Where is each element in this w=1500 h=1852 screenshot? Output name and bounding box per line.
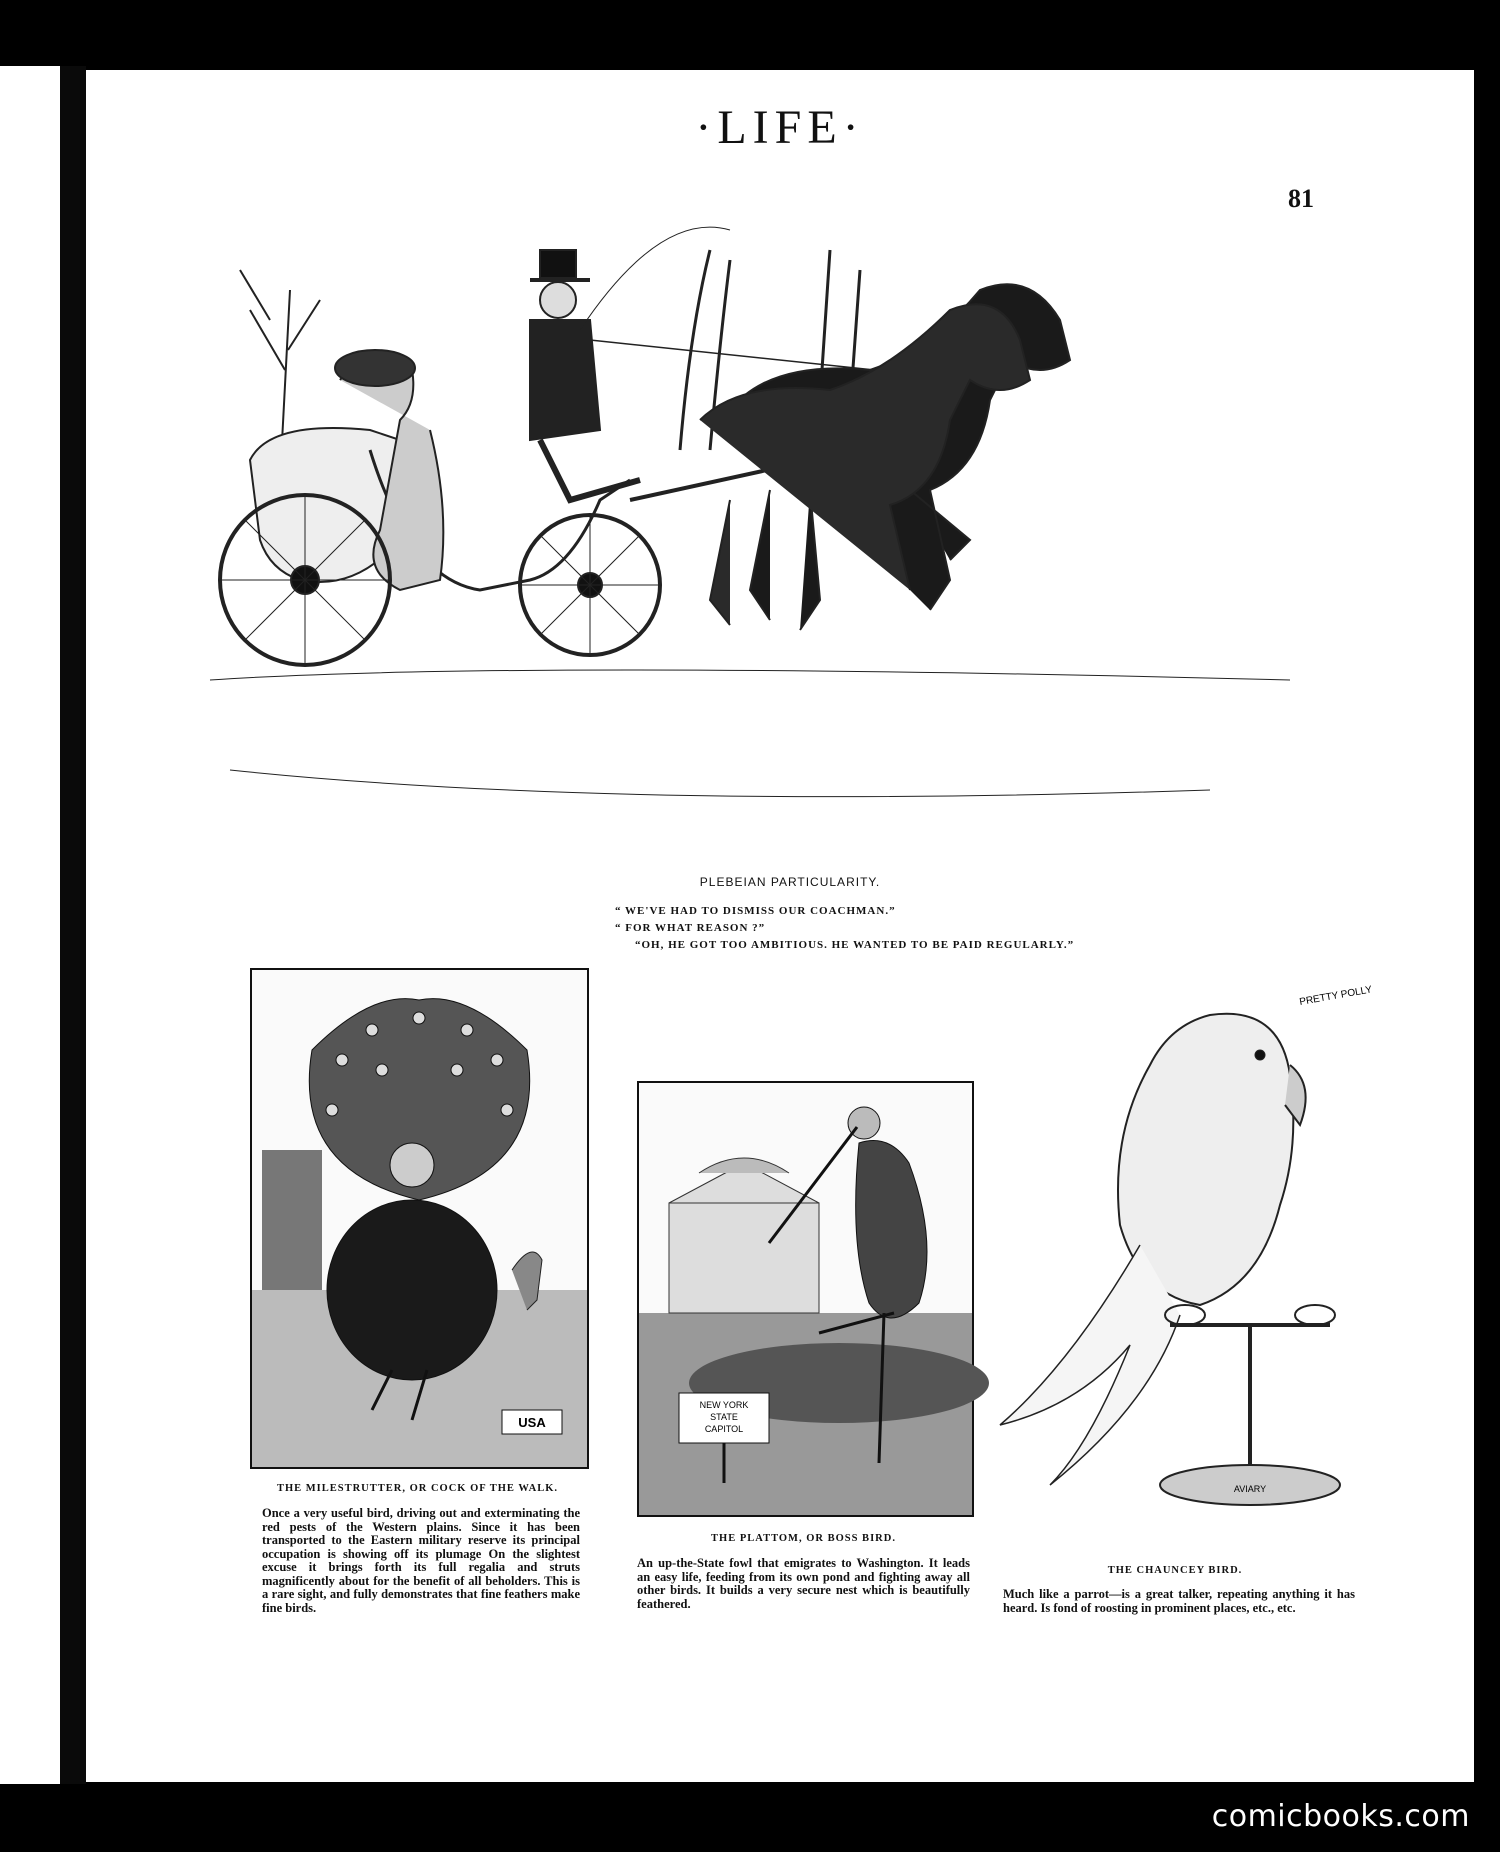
dialog-line: “ WE'VE HAD TO DISMISS OUR COACHMAN.” bbox=[615, 905, 896, 917]
capitol-sign-line: CAPITOL bbox=[704, 1424, 744, 1434]
capitol-sign-line: NEW YORK bbox=[699, 1400, 749, 1410]
stork-illustration bbox=[639, 1083, 972, 1515]
main-cartoon-title: PLEBEIAN PARTICULARITY. bbox=[699, 875, 881, 889]
chauncey-caption: THE CHAUNCEY BIRD. bbox=[1107, 1565, 1243, 1576]
carriage-cartoon-illustration bbox=[210, 250, 1290, 850]
dialog-line: “ FOR WHAT REASON ?” bbox=[615, 922, 766, 934]
dialog-line: “OH, HE GOT TOO AMBITIOUS. HE WANTED TO BE PAID REGULARLY.” bbox=[635, 939, 1075, 951]
page-gutter bbox=[60, 66, 86, 1784]
milestrutter-description: Once a very useful bird, driving out and exterminating the red pests of the Western plains. Since it has been transported to the Eastern military reserve its principal occupation is showing off its plumage On the slightest excuse it brings forth its full regalia and struts magnificently about for the benefit of all beholders. This is a rare sight, and fully demonstrates that fine feathers make fine birds. bbox=[262, 1506, 580, 1615]
masthead: ·LIFE· bbox=[695, 101, 865, 154]
watermark: comicbooks.com bbox=[1211, 1799, 1470, 1834]
page-number: 81 bbox=[1288, 184, 1314, 213]
plattom-description: An up-the-State fowl that emigrates to Washington. It leads an easy life, feeding from its own pond and fighting away all other birds. It builds a very secure nest which is beautifully feathered. bbox=[637, 1556, 970, 1611]
milestrutter-panel bbox=[250, 968, 589, 1469]
plattom-caption: THE PLATTOM, OR BOSS BIRD. bbox=[711, 1533, 896, 1544]
usa-sign: USA bbox=[518, 1415, 546, 1430]
peacock-illustration bbox=[252, 970, 587, 1467]
aviary-label: AVIARY bbox=[1233, 1484, 1267, 1494]
milestrutter-caption: THE MILESTRUTTER, OR COCK OF THE WALK. bbox=[276, 1483, 559, 1494]
previous-page-edge bbox=[0, 66, 60, 1784]
chauncey-description: Much like a parrot—is a great talker, repeating anything it has heard. Is fond of roosting in prominent places, etc., etc. bbox=[1003, 1587, 1355, 1615]
capitol-sign-line: STATE bbox=[710, 1412, 738, 1422]
parrot-illustration bbox=[990, 984, 1373, 1515]
plattom-panel bbox=[637, 1081, 974, 1517]
pretty-polly-balloon: PRETTY POLLY bbox=[1298, 984, 1373, 1008]
